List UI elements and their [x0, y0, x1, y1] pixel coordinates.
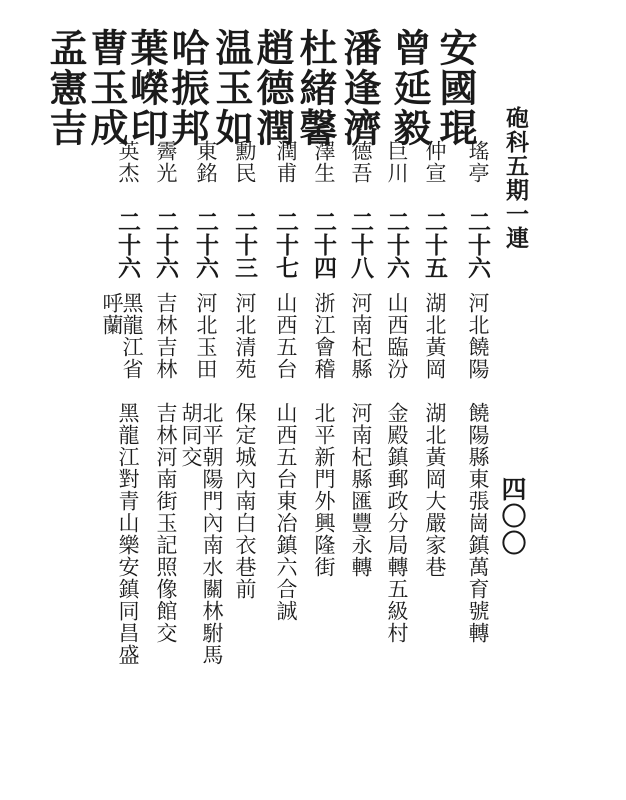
entry-courtesy-name: 潤甫	[274, 140, 298, 184]
entry-courtesy-name: 仲宣	[423, 140, 447, 184]
entry-name: 安國琨	[433, 28, 478, 148]
entry-courtesy-name: 巨川	[385, 140, 409, 184]
entry-courtesy-name: 英杰	[116, 140, 140, 184]
entry-age: 二十五	[421, 210, 448, 279]
entry-name: 潘逢濟	[337, 28, 382, 148]
entry-age: 二十六	[114, 210, 141, 279]
entry-name: 曾延毅	[387, 28, 432, 148]
entry-native-place: 河北饒陽	[466, 292, 490, 380]
entry-native-place: 河北玉田	[194, 292, 218, 380]
entry-native-place: 黑龍江省	[120, 292, 144, 380]
entry-courtesy-name: 東銘	[194, 140, 218, 184]
entry-address: 饒陽縣東張崗鎮萬育號轉	[466, 402, 490, 644]
entry-courtesy-name: 德吾	[349, 140, 373, 184]
entry-courtesy-name: 瑤亭	[466, 140, 490, 184]
entry-native-place: 山西臨汾	[385, 292, 409, 380]
entry-address: 山西五台東冶鎮六合誠	[274, 402, 298, 622]
entry-native-place: 湖北黃岡	[423, 292, 447, 380]
entry-courtesy-name: 霽光	[154, 140, 178, 184]
entry-native-place: 河北清苑	[233, 292, 257, 380]
entry-age: 二十六	[152, 210, 179, 279]
entry-address: 保定城內南白衣巷前	[233, 402, 257, 600]
entry-name: 杜緒馨	[293, 28, 338, 148]
entry-native-place: 浙江會稽	[312, 292, 336, 380]
entry-age: 二十八	[347, 210, 374, 279]
entry-address: 北平朝陽門內南水關林駙馬	[200, 402, 224, 666]
entry-age: 二十三	[231, 210, 258, 279]
entry-name: 温玉如	[209, 28, 254, 148]
entry-native-place-continued: 呼蘭	[100, 292, 124, 336]
entry-age: 二十四	[310, 210, 337, 279]
entry-name: 葉嶸印	[124, 28, 169, 148]
entry-age: 二十六	[383, 210, 410, 279]
entry-name: 曹玉成	[84, 28, 129, 148]
entry-age: 二十七	[272, 210, 299, 279]
entry-address: 吉林河南街玉記照像館交	[154, 402, 178, 644]
entry-native-place: 山西五台	[274, 292, 298, 380]
entry-address: 河南杞縣匯豐永轉	[349, 402, 373, 578]
entry-courtesy-name: 勳民	[233, 140, 257, 184]
entry-native-place: 吉林吉林	[154, 292, 178, 380]
entry-courtesy-name: 澤生	[312, 140, 336, 184]
page-number: 四〇〇	[498, 476, 527, 557]
entry-name: 孟憲吉	[43, 28, 88, 148]
entry-address-continued: 胡同交	[179, 402, 203, 468]
roster-header: 砲科五期一連	[502, 106, 529, 250]
entry-address: 北平新門外興隆街	[312, 402, 336, 578]
entry-age: 二十六	[192, 210, 219, 279]
entry-address: 湖北黃岡大嚴家巷	[423, 402, 447, 578]
entry-native-place: 河南杞縣	[349, 292, 373, 380]
entry-name: 哈振邦	[165, 28, 210, 148]
entry-name: 趙德潤	[250, 28, 295, 148]
entry-age: 二十六	[464, 210, 491, 279]
entry-address: 黑龍江對青山樂安鎮同昌盛	[116, 402, 140, 666]
entry-address: 金殿鎮郵政分局轉五級村	[385, 402, 409, 644]
